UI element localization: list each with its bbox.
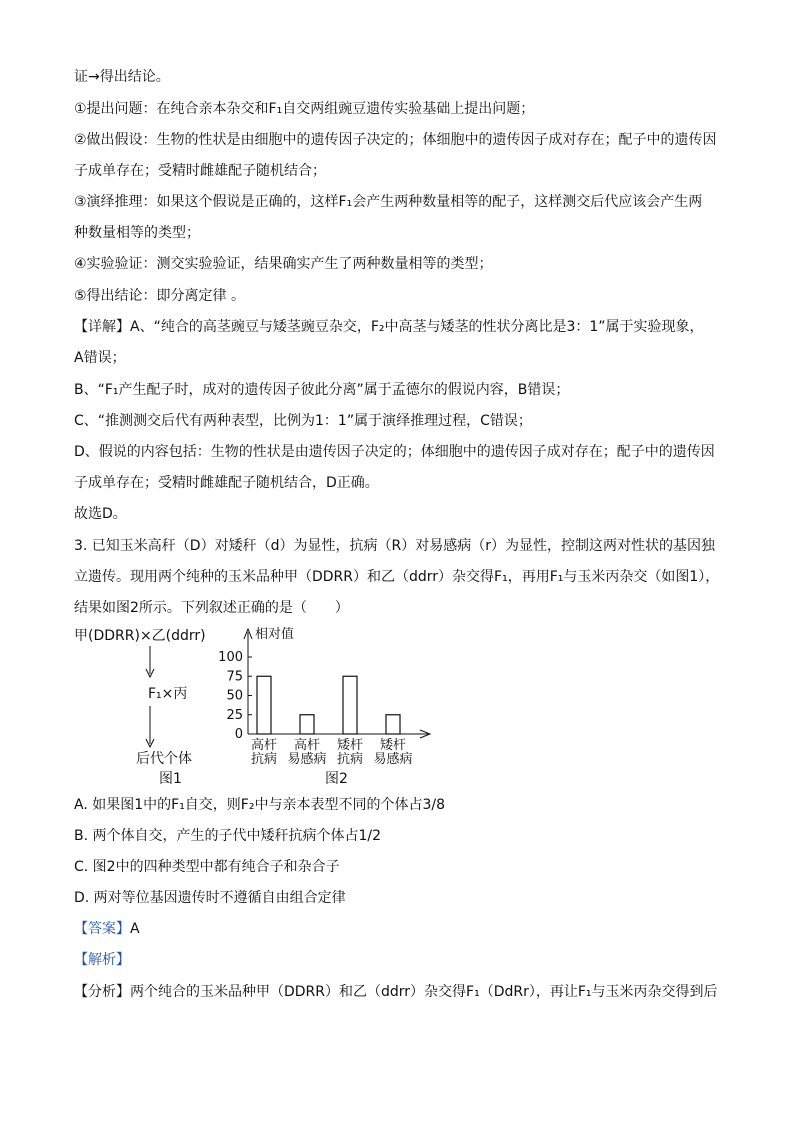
y-tick-label: 0 — [234, 727, 243, 742]
option-a: A. 如果图1中的F₁自交，则F₂中与亲本表型不同的个体占3/8 — [74, 797, 445, 813]
paragraph-line: 证→得出结论。 — [74, 69, 170, 85]
paragraph-line: ②做出假设：生物的性状是由细胞中的遗传因子决定的；体细胞中的遗传因子成对存在；配子中的遗传因 — [74, 132, 717, 148]
y-tick-label: 100 — [218, 650, 243, 665]
paragraph-line: 结果如图2所示。下列叙述正确的是（ ） — [74, 600, 349, 616]
analysis-label: 【解析】 — [74, 952, 130, 968]
paragraph-line: ①提出问题：在纯合亲本杂交和F₁自交两组豌豆遗传实验基础上提出问题； — [74, 101, 535, 117]
analysis-line — [74, 982, 718, 1002]
paragraph-line: 子成单存在；受精时雌雄配子随机结合； — [74, 163, 326, 179]
option-d: D. 两对等位基因遗传时不遵循自由组合定律 — [74, 890, 346, 906]
x-tick-label: 抗病 — [250, 752, 278, 767]
x-tick-label: 矮杆 — [336, 738, 364, 753]
figure-2-bar-chart — [218, 622, 437, 792]
paragraph-line: 子成单存在；受精时雌雄配子随机结合，D正确。 — [74, 475, 379, 491]
answer-label: 【答案】 — [74, 921, 130, 937]
paragraph-line: ④实验验证：测交实验验证，结果确实产生了两种数量相等的类型； — [74, 256, 493, 272]
cross-label: F₁×丙 — [148, 686, 188, 702]
option-b: B. 两个体自交，产生的子代中矮秆抗病个体占1/2 — [74, 828, 382, 844]
paragraph-line: 故选D。 — [74, 506, 127, 522]
option-c: C. 图2中的四种类型中都有纯合子和杂合子 — [74, 859, 340, 875]
paragraph-line: A错误； — [74, 350, 126, 366]
y-tick-label: 75 — [226, 669, 243, 685]
x-tick-label: 高杆 — [250, 738, 278, 753]
figure-1-caption: 图1 — [159, 771, 182, 787]
y-tick-label: 25 — [226, 707, 243, 723]
bar — [386, 715, 400, 734]
x-tick-label: 易感病 — [287, 752, 327, 767]
bar — [343, 676, 357, 734]
offspring-label: 后代个体 — [136, 751, 192, 767]
analysis-text: 两个纯合的玉米品种甲（DDRR）和乙（ddrr）杂交得F₁（DdRr），再让F₁与玉米丙杂交得到后 — [130, 984, 718, 1000]
bar — [257, 676, 271, 734]
x-tick-label: 矮杆 — [379, 738, 407, 753]
paragraph-line: 种数量相等的类型； — [74, 225, 200, 241]
x-tick-label: 抗病 — [336, 752, 364, 767]
paragraph-line: B、“F₁产生配子时，成对的遗传因子彼此分离”属于孟德尔的假说内容，B错误； — [74, 382, 570, 398]
bar — [300, 715, 314, 734]
y-axis-label: 相对值 — [255, 627, 295, 642]
figure-1-cross-diagram — [70, 622, 240, 792]
paragraph-line: ③演绎推理：如果这个假说是正确的，这样F₁会产生两种数量相等的配子，这样测交后代应该会产生两 — [74, 194, 703, 210]
analysis-head: 【分析】 — [74, 984, 130, 1000]
x-tick-label: 高杆 — [293, 738, 321, 753]
parents-label: 甲(DDRR)×乙(ddrr) — [74, 628, 206, 644]
paragraph-line: 立遗传。现用两个纯种的玉米品种甲（DDRR）和乙（ddrr）杂交得F₁，再用F₁与玉米丙杂交（如图1）， — [74, 569, 720, 585]
y-tick-label: 50 — [226, 688, 243, 704]
paragraph-line: 3. 已知玉米高秆（D）对矮秆（d）为显性，抗病（R）对易感病（r）为显性，控制这两对性状的基因独 — [74, 538, 715, 554]
paragraph-line: C、“推测测交后代有两种表型，比例为1：1”属于演绎推理过程，C错误； — [74, 413, 532, 429]
figure-2-caption: 图2 — [325, 771, 348, 787]
paragraph-line: D、假说的内容包括：生物的性状是由遗传因子决定的；体细胞中的遗传因子成对存在；配子中的遗传因 — [74, 444, 715, 460]
paragraph-line: ⑤得出结论：即分离定律 。 — [74, 288, 246, 304]
x-tick-label: 易感病 — [373, 752, 413, 767]
answer-line — [74, 919, 140, 939]
answer-value: A — [130, 921, 140, 937]
paragraph-line: 【详解】A、“纯合的高茎豌豆与矮茎豌豆杂交，F₂中高茎与矮茎的性状分离比是3：1”属于实验现象， — [74, 319, 704, 335]
